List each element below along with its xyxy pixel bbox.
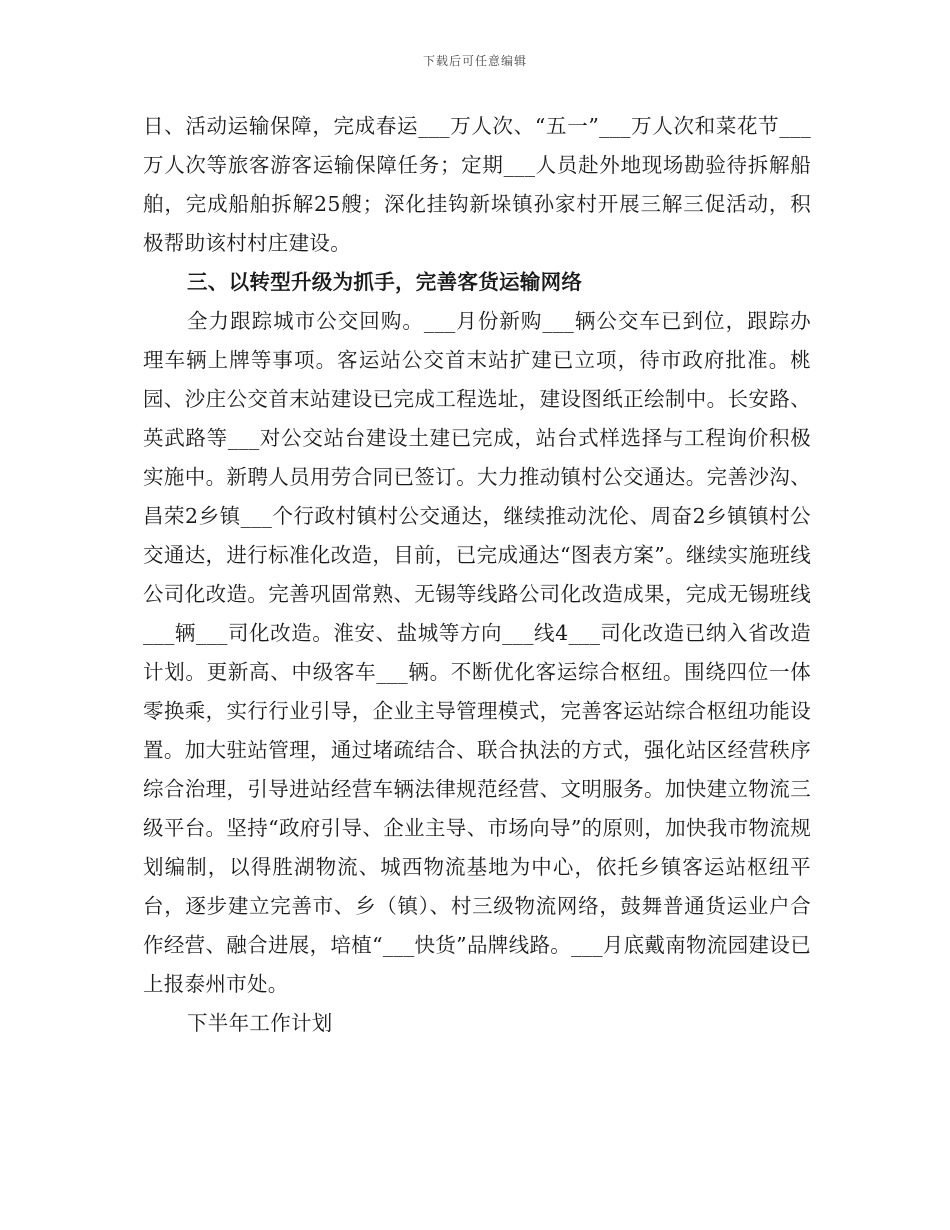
- subsection-title: 下半年工作计划: [187, 1011, 333, 1035]
- page-header-note: 下载后可任意编辑: [422, 54, 527, 68]
- paragraph-body: 全力跟踪城市公交回购。___月份新购___辆公交车已到位，跟踪办理车辆上牌等事项。客运站公交首末站扩建已立项，待市政府批准。桃园、沙庄公交首末站建设已完成工程选址，建设图纸正绘制中。长安路、英武路等___对公交站台建设土建已完成，站台式样选择与工程询价积极实施中。新聘人员用劳合同已签订。大力推动镇村公交通达。完善沙沟、昌荣2乡镇___个行政村镇村公交通达，继续推动沈伦、周奋2乡镇镇村公交通达，进行标准化改造，目前，已完成通达“图表方案”。继续实施班线公司化改造。完善巩固常熟、无锡等线路公司化改造成果，完成无锡班线___辆___司化改造。淮安、盐城等方向___线4___司化改造已纳入省改造计划。更新高、中级客车___辆。不断优化客运综合枢纽。围绕四位一体零换乘，实行行业引导，企业主导管理模式，完善客运站综合枢纽功能设置。加大驻站管理，通过堵疏结合、联合执法的方式，强化站区经营秩序综合治理，引导进站经营车辆法律规范经营、文明服务。加快建立物流三级平台。坚持“政府引导、企业主导、市场向导”的原则，加快我市物流规划编制，以得胜湖物流、城西物流基地为中心，依托乡镇客运站枢纽平台，逐步建立完善市、乡（镇）、村三级物流网络，鼓舞普通货运业户合作经营、融合进展，培植“___快货”品牌线路。___月底戴南物流园建设已上报泰州市处。: [143, 309, 811, 996]
- document-body: [143, 107, 811, 1043]
- paragraph-continuation: 日、活动运输保障，完成春运___万人次、“五一”___万人次和菜花节___万人次等旅客游客运输保障任务；定期___人员赴外地现场勘验待拆解船舶，完成船舶拆解25艘；深化挂钩新垛镇孙家村开展三解三促活动，积极帮助该村村庄建设。: [143, 114, 811, 255]
- section-heading: 三、以转型升级为抓手，完善客货运输网络: [187, 270, 583, 294]
